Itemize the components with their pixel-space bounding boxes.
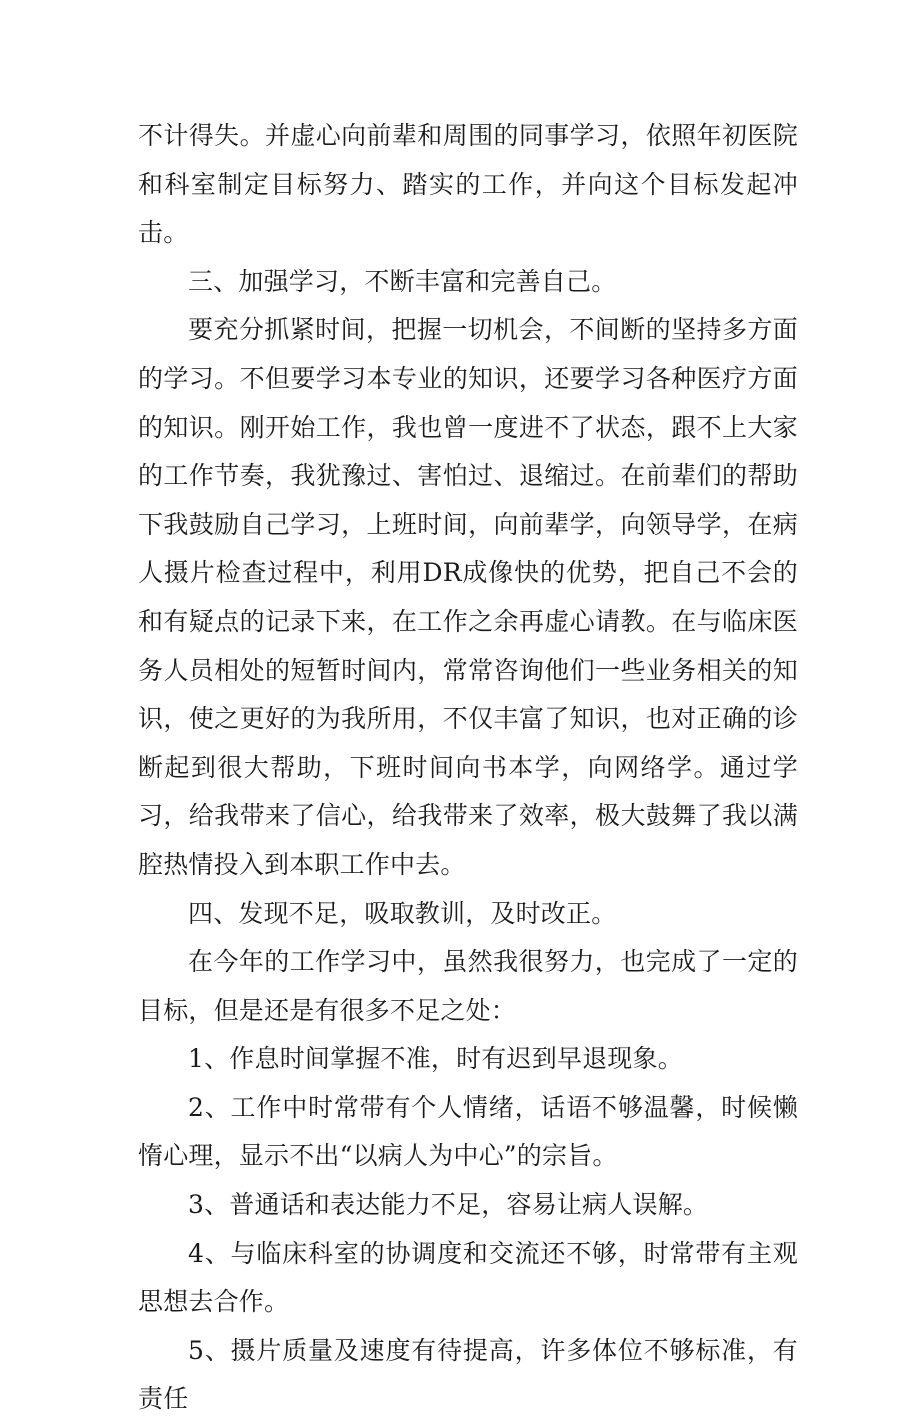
section-heading-4: 四、发现不足，吸取教训，及时改正。: [188, 898, 617, 928]
list-item-3: 3、普通话和表达能力不足，容易让病人误解。: [188, 1190, 709, 1220]
list-item-4: 4、与临床科室的协调度和交流还不够，时常带有主观思想去合作。: [138, 1238, 798, 1317]
section-heading-3: 三、加强学习，不断丰富和完善自己。: [188, 266, 617, 296]
list-item-2: 2、工作中时常带有个人情绪，话语不够温馨，时候懒惰心理，显示不出“以病人为中心”的宗旨。: [138, 1092, 798, 1171]
list-item-5: 5、摄片质量及速度有待提高，许多体位不够标准，有责任: [138, 1335, 798, 1414]
paragraph-learning: 要充分抓紧时间，把握一切机会，不间断的坚持多方面的学习。不但要学习本专业的知识，还要学习各种医疗方面的知识。刚开始工作，我也曾一度进不了状态，跟不上大家的工作节奏，我犹豫过、害怕过、退缩过。在前辈们的帮助下我鼓励自己学习，上班时间，向前辈学，向领导学，在病人摄片检查过程中，利用DR成像快的优势，把自己不会的和有疑点的记录下来，在工作之余再虚心请教。在与临床医务人员相处的短暂时间内，常常咨询他们一些业务相关的知识，使之更好的为我所用，不仅丰富了知识，也对正确的诊断起到很大帮助，下班时间向书本学，向网络学。通过学习，给我带来了信心，给我带来了效率，极大鼓舞了我以满腔热情投入到本职工作中去。: [138, 315, 798, 879]
paragraph-continuation: 不计得失。并虚心向前辈和周围的同事学习，依照年初医院和科室制定目标努力、踏实的工作，并向这个目标发起冲击。: [138, 121, 798, 248]
document-body: [138, 112, 798, 1424]
list-item-1: 1、作息时间掌握不准，时有迟到早退现象。: [188, 1044, 683, 1074]
paragraph-shortcomings-intro: 在今年的工作学习中，虽然我很努力，也完成了一定的目标，但是还是有很多不足之处：: [138, 947, 798, 1025]
